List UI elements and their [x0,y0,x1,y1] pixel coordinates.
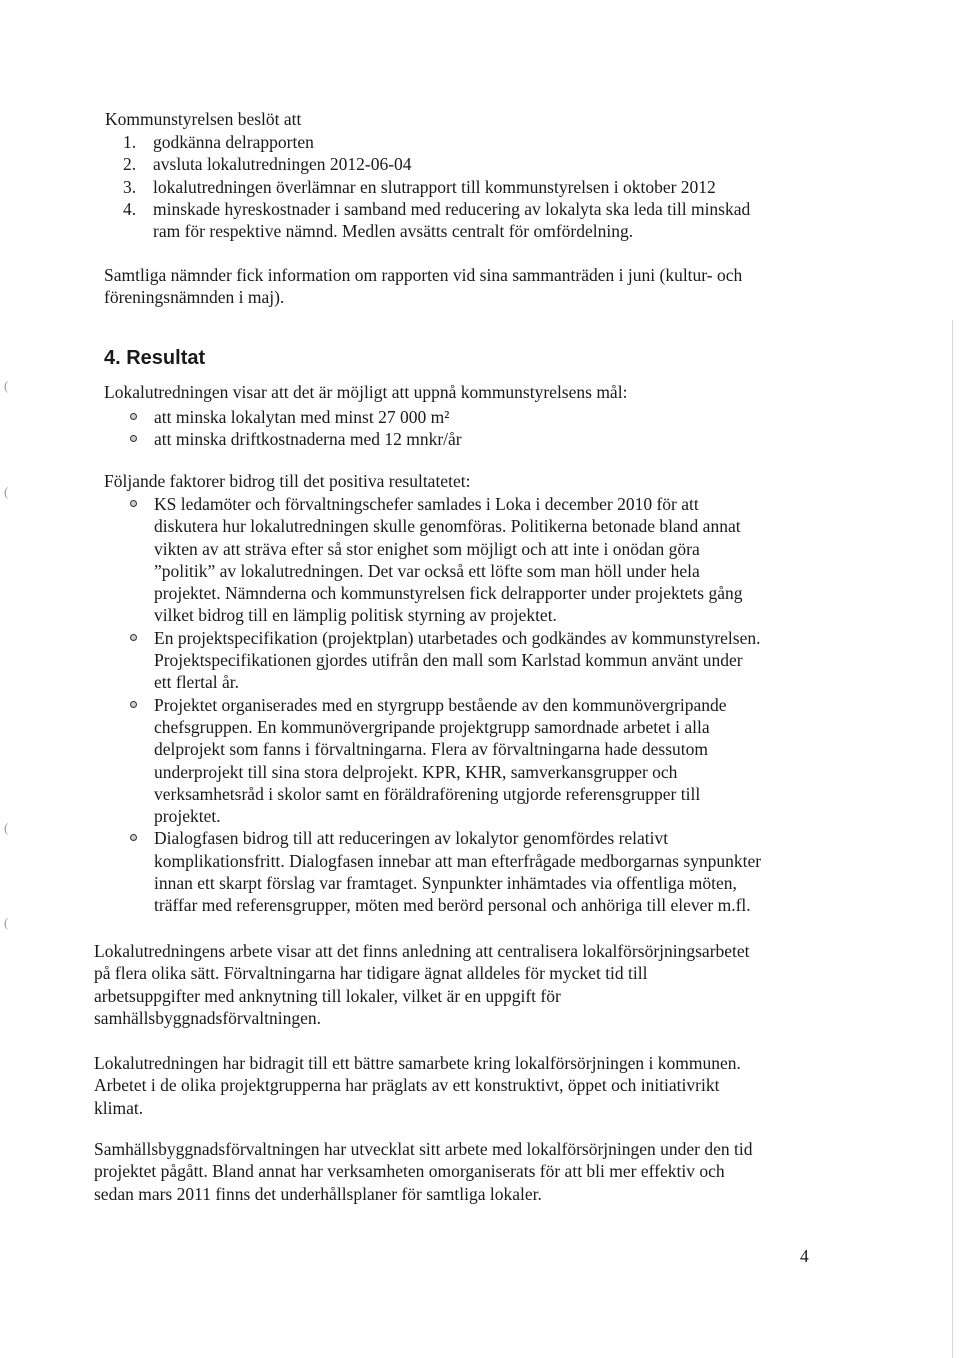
item-text: lokalutredningen överlämnar en slutrapport till kommunstyrelsen i oktober 2012 [153,176,716,197]
goal-text: att minska driftkostnaderna med 12 mnkr/år [154,429,462,450]
decision-item [123,153,750,175]
decision-item-continued [123,220,750,242]
page-number: 4 [800,1246,809,1266]
paragraph-line: Lokalutredningen har bidragit till ett bättre samarbete kring lokalförsörjningen i kommunen. [94,1053,741,1073]
factor-item [104,827,761,916]
factor-line: En projektspecifikation (projektplan) utarbetades och godkändes av kommunstyrelsen. [154,627,761,648]
factors-intro: Följande faktorer bidrog till det positiva resultatetet: [104,471,471,491]
factor-line: träffar med referensgrupper, möten med berörd personal och anhöriga till elever m.fl. [154,895,751,916]
section-heading: 4. Resultat [104,347,206,369]
factor-line: diskutera hur lokalutredningen skulle genomföras. Politikerna betonade bland annat [154,516,741,537]
factor-line: vikten av att sträva efter så stor enighet som möjligt och att inte i onödan göra [154,538,700,559]
paragraph-cooperation [94,1052,741,1119]
paragraph-centralisation [94,940,750,1029]
margin-mark: ( [4,820,9,835]
bullet-icon [130,834,137,841]
factor-line: vilket bidrog till en lämplig politisk styrning av projektet. [154,605,557,626]
margin-mark: ( [4,378,9,393]
bullet-icon [130,435,137,442]
paragraph-line: klimat. [94,1097,144,1118]
margin-mark: ( [4,484,9,499]
factors-list [104,493,761,917]
goal-text: att minska lokalytan med minst 27 000 m² [154,407,450,427]
paragraph-line: samhällsbyggnadsförvaltningen. [94,1007,321,1028]
item-number: 3. [123,176,137,197]
item-text: ram för respektive nämnd. Medlen avsätts centralt för omfördelning. [153,221,634,242]
decision-item [123,198,750,220]
paragraph-development [94,1138,753,1205]
item-text: avsluta lokalutredningen 2012-06-04 [153,154,412,175]
section-intro: Lokalutredningen visar att det är möjligt att uppnå kommunstyrelsens mål: [104,382,628,402]
factor-line: Dialogfasen bidrog till att reduceringen av lokalytor genomfördes relativt [154,828,669,849]
item-number: 4. [123,198,137,219]
factor-line: projektet. [154,806,221,827]
paragraph-line: Samtliga nämnder fick information om rapporten vid sina sammanträden i juni (kultur- och [104,265,743,285]
paragraph-line: Lokalutredningens arbete visar att det finns anledning att centralisera lokalförsörjningsarbetet [94,941,750,961]
factor-line: ett flertal år. [154,672,240,693]
paragraph-line: arbetsuppgifter med anknytning till lokaler, vilket är en uppgift för [94,985,561,1006]
bullet-icon [130,701,137,708]
factor-line: KS ledamöter och förvaltningschefer samlades i Loka i december 2010 för att [154,494,699,514]
paragraph-line: projektet pågått. Bland annat har verksamheten omorganiserats för att bli mer effektiv och [94,1161,725,1182]
factor-line: projektet. Nämnderna och kommunstyrelsen fick delrapporter under projektets gång [154,583,743,604]
margin-mark: ( [4,915,9,930]
bullet-icon [130,634,137,641]
bullet-icon [130,500,137,507]
factor-line: innan ett skarpt förslag var framtaget. Synpunkter inhämtades via offentliga möten, [154,873,737,894]
factor-line: Projektet organiserades med en styrgrupp bestående av den kommunövergripande [154,694,727,715]
goal-item [104,406,462,428]
decision-item [123,131,750,153]
paragraph-line: föreningsnämnden i maj). [104,287,285,308]
factor-line: underprojekt till sina stora delprojekt. KPR, KHR, samverkansgrupper och [154,761,678,782]
factor-item [104,493,761,627]
paragraph-line: Samhällsbyggnadsförvaltningen har utvecklat sitt arbete med lokalförsörjningen under den tid [94,1139,753,1159]
factor-line: komplikationsfritt. Dialogfasen innebar att man efterfrågade medborgarnas synpunkter [154,850,762,871]
item-text: minskade hyreskostnader i samband med reducering av lokalyta ska leda till minskad [153,198,751,219]
factor-line: chefsgruppen. En kommunövergripande projektgrupp samordnade arbetet i alla [154,716,710,737]
paragraph-line: sedan mars 2011 finns det underhållsplaner för samtliga lokaler. [94,1183,542,1204]
decision-item [123,176,750,198]
scan-edge-line [952,320,953,1358]
factor-line: verksamhetsråd i skolor samt en föräldraförening utgjorde referensgrupper till [154,783,701,804]
decision-intro: Kommunstyrelsen beslöt att [105,109,302,129]
goals-list [104,406,462,451]
item-number: 2. [123,154,137,175]
decision-list [123,131,750,242]
factor-item [104,627,761,694]
factor-line: Projektspecifikationen gjordes utifrån den mall som Karlstad kommun använt under [154,650,743,671]
paragraph-line: på flera olika sätt. Förvaltningarna har tidigare ägnat alldeles för mycket tid till [94,963,648,984]
goal-item [104,428,462,450]
item-number: 1. [123,132,137,152]
info-paragraph [104,264,742,309]
paragraph-line: Arbetet i de olika projektgrupperna har präglats av ett konstruktivt, öppet och initiativrikt [94,1075,720,1096]
factor-line: ”politik” av lokalutredningen. Det var också ett löfte som man höll under hela [154,560,700,581]
item-text: godkänna delrapporten [153,132,314,152]
factor-line: delprojekt som fanns i förvaltningarna. Flera av förvaltningarna hade dessutom [154,739,709,760]
bullet-icon [130,413,137,420]
factor-item [104,694,761,828]
